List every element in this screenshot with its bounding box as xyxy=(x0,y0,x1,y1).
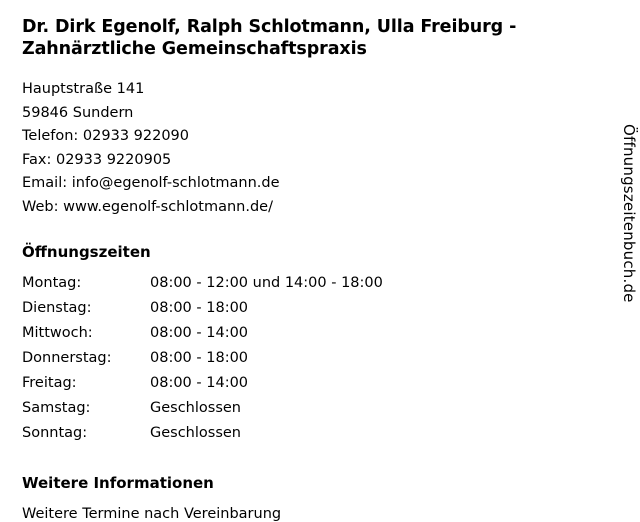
day-hours: 08:00 - 18:00 xyxy=(150,300,249,317)
further-information-text: Weitere Termine nach Vereinbarung xyxy=(22,506,282,522)
day-hours: 08:00 - 18:00 xyxy=(150,350,249,367)
email-line: Email: info@egenolf-schlotmann.de xyxy=(22,175,280,192)
table-row xyxy=(22,300,383,325)
opening-hours-table xyxy=(22,275,383,450)
day-hours: 08:00 - 12:00 und 14:00 - 18:00 xyxy=(150,275,383,292)
address-street: Hauptstraße 141 xyxy=(22,81,145,98)
day-label: Samstag: xyxy=(22,400,91,417)
table-row xyxy=(22,275,383,300)
day-label: Mittwoch: xyxy=(22,325,93,342)
table-row xyxy=(22,325,383,350)
table-row xyxy=(22,425,383,450)
address-block xyxy=(22,78,598,219)
day-hours: Geschlossen xyxy=(150,400,241,417)
day-hours: 08:00 - 14:00 xyxy=(150,375,249,392)
day-hours: 08:00 - 14:00 xyxy=(150,325,249,342)
main-content xyxy=(22,16,598,522)
fax-line: Fax: 02933 9220905 xyxy=(22,151,172,168)
table-row xyxy=(22,350,383,375)
phone-line: Telefon: 02933 922090 xyxy=(22,128,190,145)
day-label: Freitag: xyxy=(22,375,77,392)
address-city: 59846 Sundern xyxy=(22,104,134,121)
day-label: Dienstag: xyxy=(22,300,92,317)
table-row xyxy=(22,400,383,425)
further-information-heading: Weitere Informationen xyxy=(22,474,214,493)
day-label: Donnerstag: xyxy=(22,350,112,367)
opening-hours-heading: Öffnungszeiten xyxy=(22,243,151,262)
day-label: Sonntag: xyxy=(22,425,88,442)
website-line: Web: www.egenolf-schlotmann.de/ xyxy=(22,198,273,215)
day-label: Montag: xyxy=(22,275,82,292)
watermark-label: Öffnungszeitenbuch.de xyxy=(620,124,638,303)
table-row xyxy=(22,375,383,400)
day-hours: Geschlossen xyxy=(150,425,241,442)
page-title: Dr. Dirk Egenolf, Ralph Schlotmann, Ulla Freiburg - Zahnärztliche Gemeinschaftspraxis xyxy=(22,17,517,60)
